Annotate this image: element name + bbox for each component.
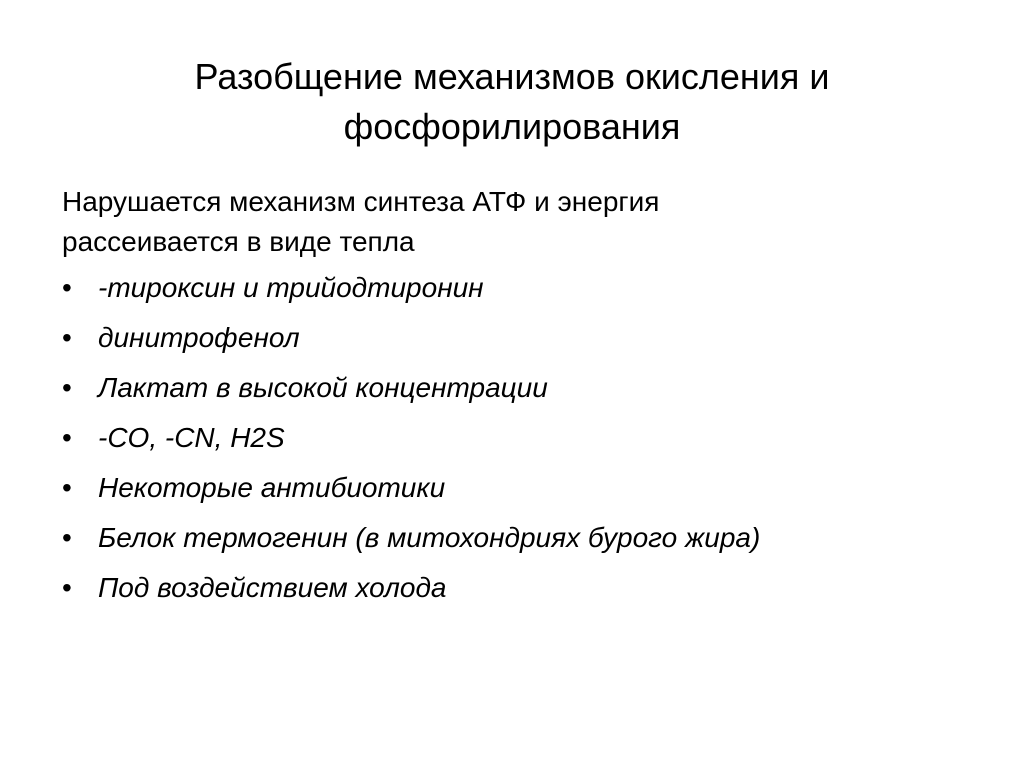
bullet-item-thermogenin <box>62 518 962 558</box>
bullet-item-thyroxine <box>62 268 962 308</box>
bullet-icon: • <box>62 472 72 503</box>
bullet-text: динитрофенол <box>98 322 300 353</box>
slide-body <box>62 182 962 618</box>
bullet-text: Лактат в высокой концентрации <box>98 372 548 403</box>
bullet-icon: • <box>62 522 72 553</box>
slide-title-line-1: Разобщение механизмов окисления и <box>194 56 830 97</box>
bullet-text: -тироксин и трийодтиронин <box>98 272 484 303</box>
bullet-item-lactate <box>62 368 962 408</box>
bullet-text: Под воздействием холода <box>98 572 447 603</box>
slide-title-line-2: фосфорилирования <box>343 106 681 147</box>
bullet-text: Белок термогенин (в митохондриях бурого жира) <box>98 522 761 553</box>
bullet-item-cold <box>62 568 962 608</box>
bullet-list <box>62 268 962 608</box>
bullet-icon: • <box>62 322 72 353</box>
intro-text <box>62 182 962 262</box>
bullet-icon: • <box>62 572 72 603</box>
intro-line-2: рассеивается в виде тепла <box>62 226 415 257</box>
bullet-text: Некоторые антибиотики <box>98 472 446 503</box>
slide-title <box>90 52 934 152</box>
bullet-item-antibiotics <box>62 468 962 508</box>
bullet-icon: • <box>62 372 72 403</box>
intro-line-1: Нарушается механизм синтеза АТФ и энергия <box>62 186 660 217</box>
bullet-icon: • <box>62 422 72 453</box>
bullet-icon: • <box>62 272 72 303</box>
bullet-item-inhibitors <box>62 418 962 458</box>
bullet-text: -CO, -CN, H2S <box>98 422 285 453</box>
bullet-item-dinitrophenol <box>62 318 962 358</box>
